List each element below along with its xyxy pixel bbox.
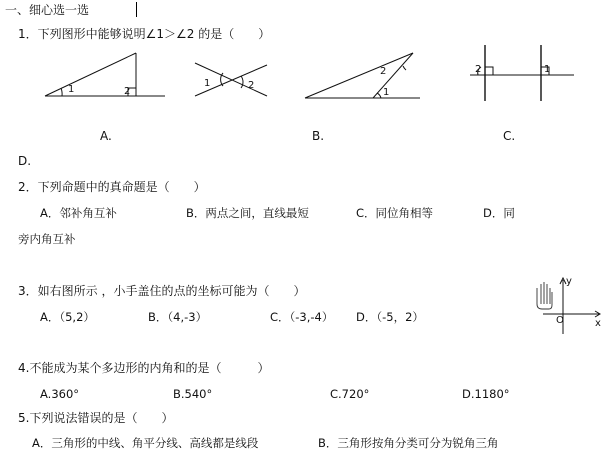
q2-option-d-continued: 旁内角互补 (18, 232, 76, 246)
q4-option-d: D.1180° (462, 387, 510, 401)
q1-option-c: C. (503, 129, 516, 143)
q1-stem: 1．下列图形中能够说明∠1＞∠2 的是（ ） (18, 27, 271, 41)
q3-option-a: A．（5,2） (40, 310, 95, 324)
q3-option-d: D．（-5，2） (356, 310, 424, 324)
q1-option-b: B. (312, 129, 325, 143)
q2-option-c: C．同位角相等 (356, 206, 434, 220)
q4-option-a: A.360° (40, 387, 80, 401)
q5-option-a: A．三角形的中线、角平分线、高线都是线段 (32, 436, 259, 450)
q1d-angle2-label: 2 (475, 64, 482, 75)
q3-option-c: C．（-3,-4） (270, 310, 334, 324)
q1d-angle1-label: 1 (544, 64, 551, 75)
q3-y-axis-label: y (566, 276, 572, 287)
q4-stem: 4.不能成为某个多边形的内角和的是（ ） (18, 361, 270, 375)
q3-option-b: B．（4,-3） (148, 310, 208, 324)
q1b-angle2-label: 2 (248, 80, 255, 91)
text-cursor (136, 2, 137, 17)
q5-option-b: B．三角形按角分类可分为锐角三角 (318, 436, 499, 450)
q2-option-d: D．同 (483, 206, 515, 220)
q5-stem: 5.下列说法错误的是（ ） (18, 411, 174, 425)
q3-coordinate-figure (533, 274, 603, 336)
q1-figure-b (192, 58, 272, 103)
q1b-angle1-label: 1 (204, 78, 211, 89)
q1a-angle1-label: 1 (68, 84, 75, 95)
q1-option-d: D. (18, 154, 32, 168)
q3-origin-label: O (556, 315, 564, 326)
q2-option-b: B．两点之间，直线最短 (186, 206, 309, 220)
q1-figure-c (303, 48, 423, 103)
q2-stem: 2．下列命题中的真命题是（ ） (18, 180, 206, 194)
section-title: 一、细心选一选 (5, 3, 90, 17)
q1-figure-d (468, 43, 578, 103)
q1a-angle2-label: 2 (124, 86, 131, 97)
q2-option-a: A．邻补角互补 (40, 206, 117, 220)
q1c-angle1-label: 1 (383, 87, 390, 98)
q3-stem: 3．如右图所示 ，小手盖住的点的坐标可能为（ ） (18, 284, 306, 298)
hand-icon (537, 282, 552, 309)
q1-figure-a (40, 48, 170, 103)
q3-x-axis-label: x (595, 318, 601, 329)
q1c-angle2-label: 2 (380, 66, 387, 77)
q4-option-b: B.540° (173, 387, 213, 401)
q4-option-c: C.720° (330, 387, 370, 401)
q1-option-a: A. (100, 129, 112, 143)
